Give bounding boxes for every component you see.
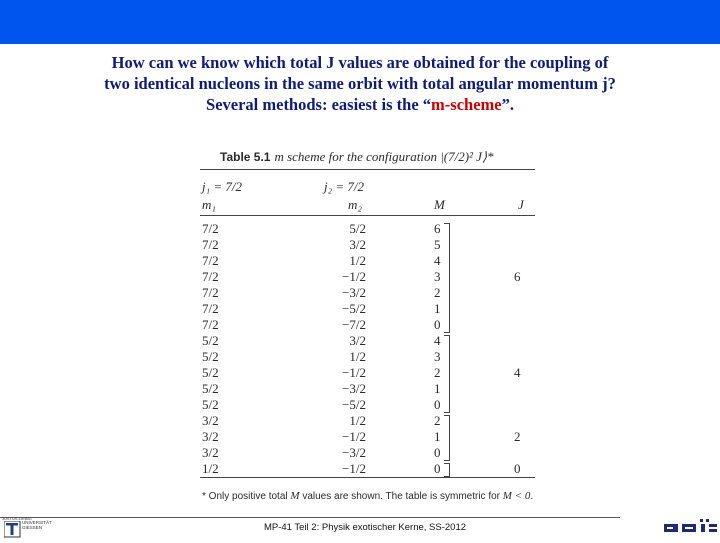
M-cell: 6 bbox=[434, 221, 441, 236]
heading-line-1: How can we know which total J values are obtained for the coupling of bbox=[111, 53, 609, 72]
M-cell: 1 bbox=[434, 301, 441, 316]
m2-cell: −7/2 bbox=[342, 317, 366, 332]
m1-cell: 5/2 bbox=[202, 333, 219, 348]
M-cell: 4 bbox=[434, 253, 441, 268]
table-bottom-rule bbox=[200, 477, 535, 478]
M-cell: 0 bbox=[434, 317, 441, 332]
slide-heading bbox=[40, 52, 680, 115]
m2-cell: 5/2 bbox=[349, 221, 366, 236]
multiplet-bracket bbox=[444, 223, 450, 333]
m2-cell: −5/2 bbox=[342, 301, 366, 316]
M-cell: 1 bbox=[434, 429, 441, 444]
table-top-rule bbox=[200, 169, 535, 170]
multiplet-bracket bbox=[444, 335, 450, 413]
J-header: J bbox=[518, 197, 524, 212]
J-value: 2 bbox=[514, 429, 521, 444]
J-value: 0 bbox=[514, 461, 521, 476]
m1-cell: 7/2 bbox=[202, 301, 219, 316]
m2-cell: −3/2 bbox=[342, 381, 366, 396]
M-cell: 3 bbox=[434, 269, 441, 284]
m-scheme-table bbox=[200, 145, 535, 510]
m1-cell: 3/2 bbox=[202, 413, 219, 428]
m-scheme-highlight: m-scheme bbox=[431, 95, 502, 114]
m2-cell: −1/2 bbox=[342, 365, 366, 380]
m1-cell: 7/2 bbox=[202, 317, 219, 332]
m1-cell: 3/2 bbox=[202, 445, 219, 460]
m1-cell: 5/2 bbox=[202, 365, 219, 380]
m2-cell: −3/2 bbox=[342, 285, 366, 300]
m1-cell: 7/2 bbox=[202, 269, 219, 284]
j1-label: j₁ = 7/2 bbox=[202, 179, 243, 194]
m1-cell: 5/2 bbox=[202, 349, 219, 364]
m2-cell: −5/2 bbox=[342, 397, 366, 412]
M-cell: 2 bbox=[434, 365, 441, 380]
footer-rule bbox=[100, 517, 620, 518]
m2-cell: 1/2 bbox=[349, 253, 366, 268]
m1-cell: 5/2 bbox=[202, 397, 219, 412]
M-cell: 3 bbox=[434, 349, 441, 364]
M-cell: 0 bbox=[434, 461, 441, 476]
m1-cell: 7/2 bbox=[202, 221, 219, 236]
footer-text: MP-41 Teil 2: Physik exotischer Kerne, SS-2012 bbox=[263, 522, 467, 533]
M-header: M bbox=[434, 197, 445, 212]
m1-cell: 7/2 bbox=[202, 237, 219, 252]
J-value: 6 bbox=[514, 269, 521, 284]
M-cell: 1 bbox=[434, 381, 441, 396]
j2-label: j₂ = 7/2 bbox=[324, 179, 365, 194]
M-cell: 2 bbox=[434, 413, 441, 428]
m2-cell: −1/2 bbox=[342, 269, 366, 284]
m1-cell: 5/2 bbox=[202, 381, 219, 396]
m2-cell: 3/2 bbox=[349, 333, 366, 348]
m2-cell: −1/2 bbox=[342, 461, 366, 476]
M-cell: 0 bbox=[434, 397, 441, 412]
M-cell: 4 bbox=[434, 333, 441, 348]
m1-cell: 1/2 bbox=[202, 461, 219, 476]
m1-cell: 3/2 bbox=[202, 429, 219, 444]
table-footnote: * Only positive total M values are shown. The table is symmetric for M < 0. bbox=[202, 490, 534, 502]
multiplet-bracket bbox=[444, 463, 450, 477]
m2-header: m₂ bbox=[348, 197, 362, 212]
table-caption: Table 5.1 m scheme for the configuration |(7/2)² J⟩* bbox=[220, 149, 494, 164]
multiplet-bracket bbox=[444, 415, 450, 461]
m2-cell: −1/2 bbox=[342, 429, 366, 444]
heading-line-3: Several methods: easiest is the “m-scheme”. bbox=[206, 95, 514, 114]
giessen-university-logo: JUSTUS-LIEBIG UNIVERSITÄT GIESSEN bbox=[2, 516, 62, 538]
m1-cell: 7/2 bbox=[202, 285, 219, 300]
m2-cell: 1/2 bbox=[349, 349, 366, 364]
m1-cell: 7/2 bbox=[202, 253, 219, 268]
M-cell: 2 bbox=[434, 285, 441, 300]
m2-cell: 3/2 bbox=[349, 237, 366, 252]
J-value: 4 bbox=[514, 365, 521, 380]
m2-cell: 1/2 bbox=[349, 413, 366, 428]
m1-header: m₁ bbox=[202, 197, 216, 212]
header-rule bbox=[200, 215, 535, 216]
university-emblem-icon bbox=[4, 521, 22, 539]
gsi-logo-icon bbox=[664, 518, 718, 538]
heading-line-2: two identical nucleons in the same orbit with total angular momentum j? bbox=[104, 74, 616, 93]
m2-cell: −3/2 bbox=[342, 445, 366, 460]
M-cell: 5 bbox=[434, 237, 441, 252]
gsi-logo bbox=[664, 518, 718, 538]
M-cell: 0 bbox=[434, 445, 441, 460]
top-bar bbox=[0, 0, 720, 44]
